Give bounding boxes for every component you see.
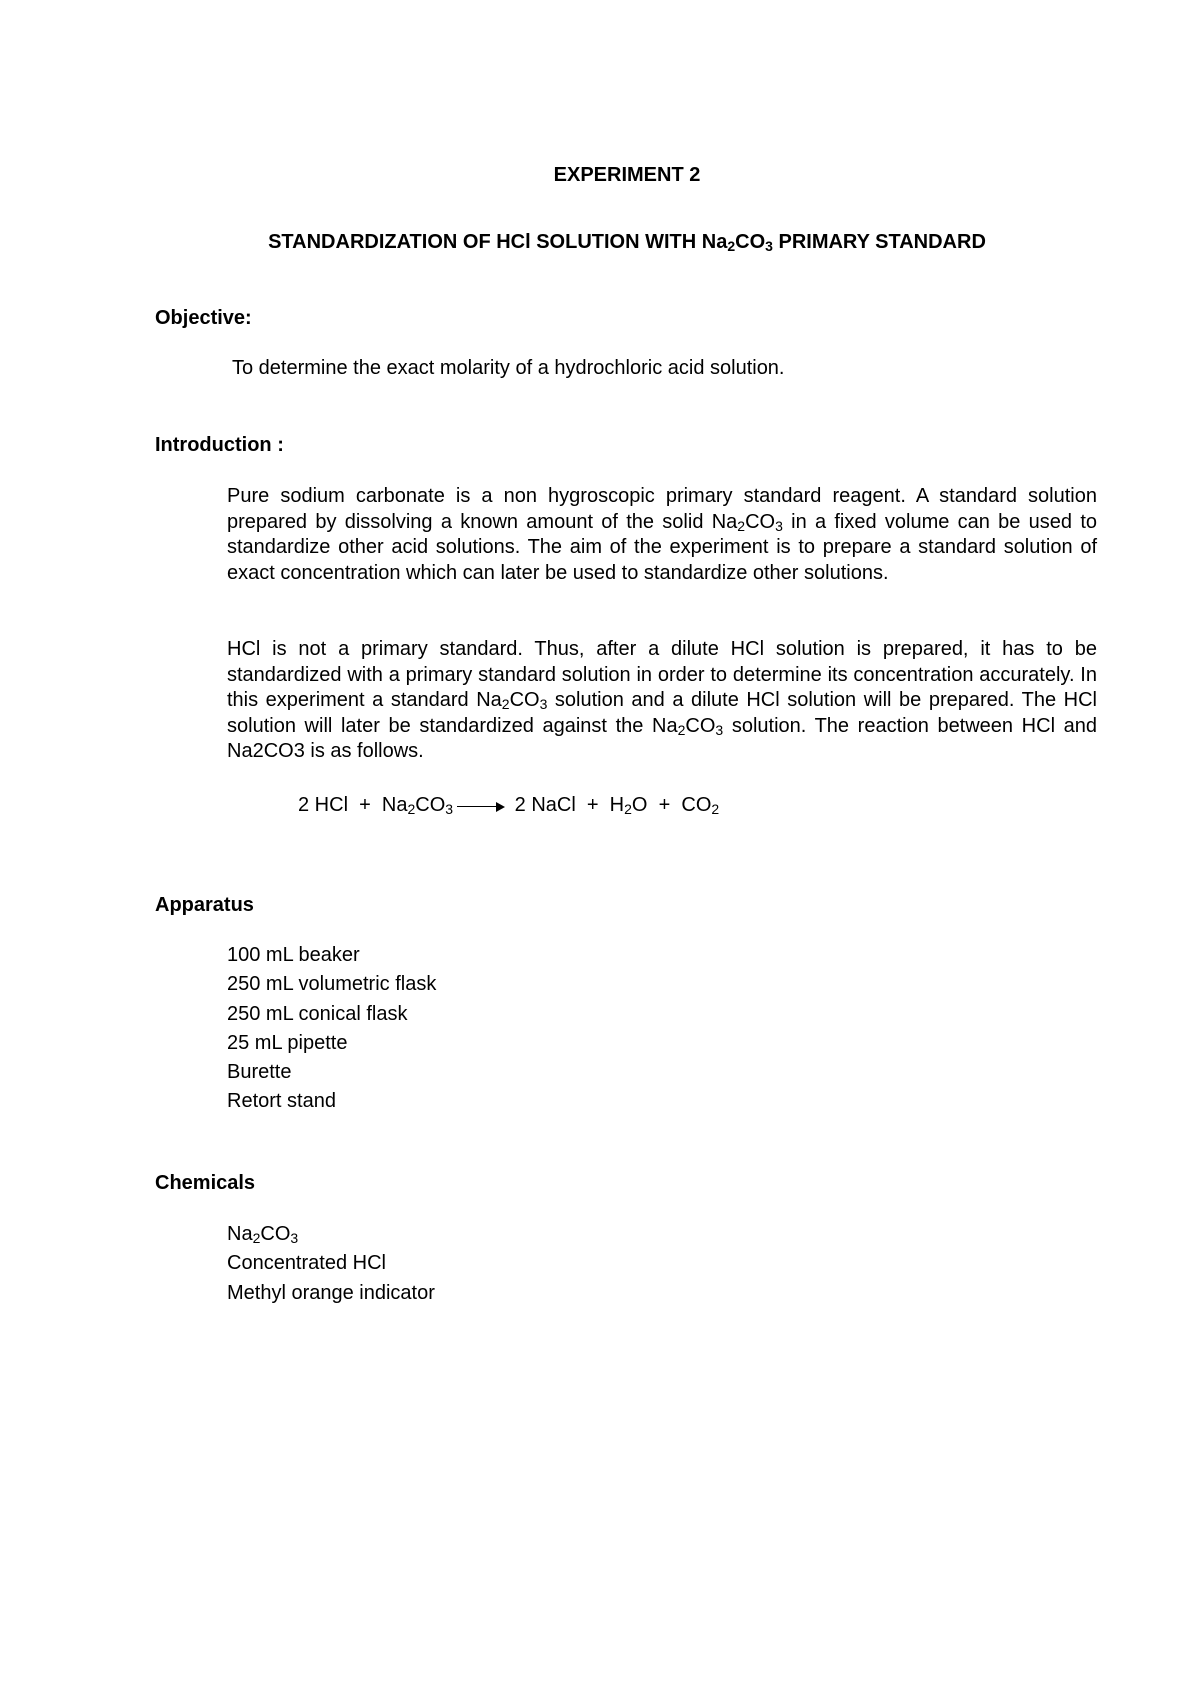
introduction-paragraph-1 <box>227 484 1097 586</box>
subscript: 3 <box>290 1230 299 1246</box>
list-item: Retort stand <box>227 1090 336 1113</box>
subscript: 2 <box>501 696 510 713</box>
paragraph-text: CO <box>745 510 776 533</box>
subscript: 3 <box>445 801 454 817</box>
list-item: 100 mL beaker <box>227 944 360 966</box>
equation-term: 2 NaCl + H <box>509 794 625 816</box>
apparatus-list <box>227 941 436 1117</box>
equation-term: CO <box>415 794 446 816</box>
paragraph-text: HCl is not a primary standard. Thus, after a dilute HCl solution is prepared, it has to be standardized with a primary standard solution in order to determine its concentration accurately. In this experiment a standard Na <box>227 638 1097 712</box>
apparatus-heading: Apparatus <box>155 894 254 916</box>
subtitle-text: CO <box>735 231 766 253</box>
subscript: 2 <box>624 801 632 817</box>
subscript: 3 <box>715 721 724 738</box>
subscript: 3 <box>539 696 548 713</box>
reaction-equation <box>298 794 719 817</box>
list-item: Methyl orange indicator <box>227 1281 435 1304</box>
subscript: 3 <box>765 238 773 254</box>
list-item: 250 mL conical flask <box>227 1002 408 1025</box>
chemical-text: CO <box>260 1223 291 1245</box>
reaction-arrow-icon <box>457 800 505 812</box>
equation-term: O + CO <box>631 794 712 816</box>
paragraph-text: in a fixed volume can be used to standardize other acid solutions. The aim of the experiment is to prepare a standard solution of exact concentration which can later be used to standardize other solutions. <box>227 510 1097 584</box>
subscript: 3 <box>775 517 783 534</box>
subscript: 2 <box>711 801 720 817</box>
objective-text: To determine the exact molarity of a hydrochloric acid solution. <box>232 357 785 379</box>
subtitle-text: PRIMARY STANDARD <box>772 231 986 253</box>
chemical-text: Na <box>227 1223 253 1245</box>
introduction-heading: Introduction : <box>155 434 284 456</box>
subtitle-text: STANDARDIZATION OF HCl SOLUTION WITH Na <box>268 231 728 253</box>
equation-term: 2 HCl + Na <box>298 794 408 816</box>
paragraph-text: solution. The reaction between HCl and Na2CO3 is as follows. <box>227 714 1098 763</box>
subscript: 2 <box>737 517 746 534</box>
chemicals-heading: Chemicals <box>155 1172 256 1194</box>
subscript: 2 <box>677 721 686 738</box>
subscript: 2 <box>252 1230 261 1246</box>
paragraph-text: CO <box>509 689 540 712</box>
list-item: Concentrated HCl <box>227 1252 386 1275</box>
chemicals-list <box>227 1220 435 1308</box>
paragraph-text: Pure sodium carbonate is a non hygroscopic primary standard reagent. A standard solution prepared by dissolving a known amount of the solid Na <box>227 485 1097 533</box>
paragraph-text: CO <box>685 714 716 737</box>
list-item <box>227 1220 435 1249</box>
introduction-paragraph-2 <box>227 637 1097 765</box>
objective-heading: Objective: <box>155 307 252 329</box>
page-title: EXPERIMENT 2 <box>553 164 701 186</box>
subscript: 2 <box>727 238 736 254</box>
subscript: 2 <box>407 801 416 817</box>
list-item: 250 mL volumetric flask <box>227 973 437 996</box>
paragraph-text: solution and a dilute HCl solution will be prepared. The HCl solution will later be standardized against the Na <box>227 689 1097 737</box>
list-item: 25 mL pipette <box>227 1031 348 1054</box>
page-subtitle <box>0 231 1200 254</box>
list-item: Burette <box>227 1061 292 1084</box>
